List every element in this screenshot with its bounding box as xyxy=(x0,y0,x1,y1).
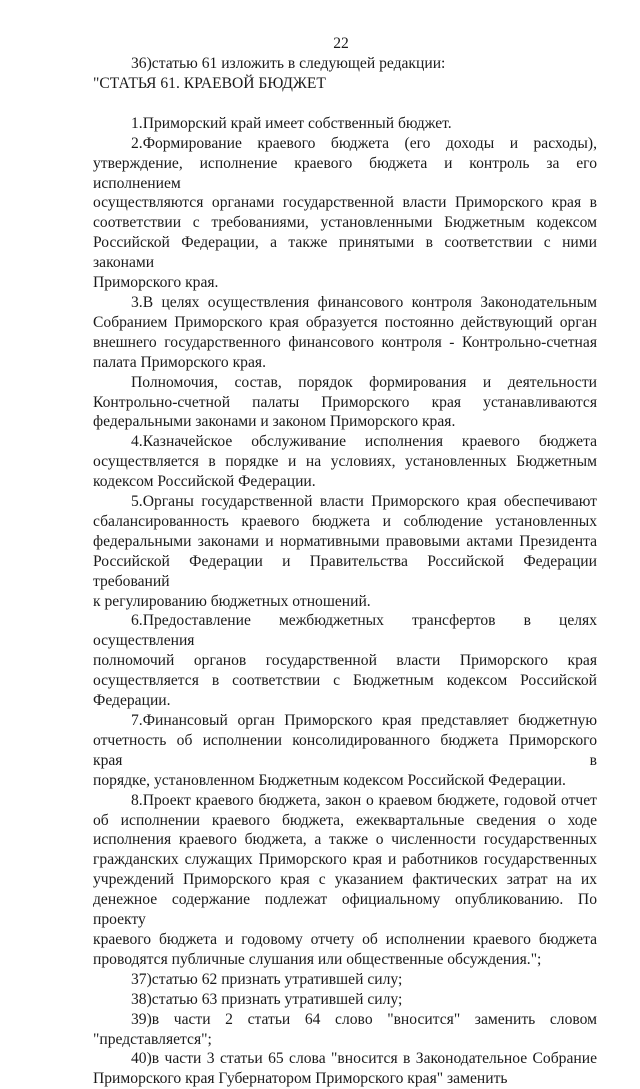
text-line: 4.Казначейское обслуживание исполнения краевого бюджета xyxy=(131,433,597,451)
text-line: 37)статью 62 признать утратившей силу; xyxy=(131,970,403,988)
text-line: Приморского края Губернатором Приморского края" заменить xyxy=(93,1070,508,1088)
text-line: 39)в части 2 статьи 64 слово "вносится" заменить словом xyxy=(131,1010,597,1028)
text-line: 8.Проект краевого бюджета, закон о краевом бюджете, годовой отчет xyxy=(131,791,597,809)
paragraph xyxy=(93,990,597,1010)
amendment-intro: 36)статью 61 изложить в следующей редакции: xyxy=(131,55,446,72)
text-line: об исполнении краевого бюджета, ежеквартальные сведения о ходе xyxy=(93,811,597,829)
document-page xyxy=(93,34,597,1089)
text-line: учреждений Приморского края с указанием фактических затрат на их xyxy=(93,871,597,889)
document-body xyxy=(93,114,597,1089)
text-line: кодексом Российской Федерации. xyxy=(93,473,316,491)
text-line: порядке, установленном Бюджетным кодексом Российской Федерации. xyxy=(93,771,566,789)
text-line: исполнения краевого бюджета, а также о численности государственных xyxy=(93,831,597,849)
text-line: краевого бюджета и годовому отчету об исполнении краевого бюджета xyxy=(93,930,597,948)
text-line: 38)статью 63 признать утратившей силу; xyxy=(131,990,403,1008)
text-line: федеральными законами и нормативными правовыми актами Президента xyxy=(93,532,597,550)
page-number: 22 xyxy=(333,35,349,52)
paragraph xyxy=(93,970,597,990)
article-heading: "СТАТЬЯ 61. КРАЕВОЙ БЮДЖЕТ xyxy=(93,74,326,92)
text-line: Собранием Приморского края образуется постоянно действующий орган xyxy=(93,313,597,331)
text-line: 7.Финансовый орган Приморского края представляет бюджетную xyxy=(131,712,597,729)
text-line: полномочий органов государственной власти Приморского края xyxy=(93,652,597,670)
spacer xyxy=(93,94,597,114)
text-line: отчетность об исполнении консолидированного бюджета Приморского края в xyxy=(93,731,597,769)
text-line: проводятся публичные слушания или общественные обсуждения."; xyxy=(93,950,542,968)
text-line: "представляется"; xyxy=(93,1030,212,1048)
paragraph xyxy=(93,1049,597,1089)
paragraph xyxy=(93,373,597,433)
text-line: утверждение, исполнение краевого бюджета и контроль за его исполнением xyxy=(93,154,597,192)
text-line: Российской Федерации и Правительства Российской Федерации требований xyxy=(93,552,597,590)
text-line: внешнего государственного финансового контроля - Контрольно-счетная xyxy=(93,333,597,351)
paragraph xyxy=(93,791,597,970)
text-line: денежное содержание подлежат официальному опубликованию. По проекту xyxy=(93,891,597,929)
paragraph xyxy=(93,114,597,134)
text-line: 6.Предоставление межбюджетных трансфертов в целях осуществления xyxy=(93,612,597,650)
paragraph xyxy=(93,432,597,492)
text-line: 3.В целях осуществления финансового контроля Законодательным xyxy=(131,293,597,311)
text-line: 5.Органы государственной власти Приморского края обеспечивают xyxy=(131,493,597,511)
paragraph xyxy=(93,711,597,791)
paragraph xyxy=(93,134,597,293)
text-line: осуществляется в соответствии с Бюджетным кодексом Российской xyxy=(93,672,597,690)
text-line: 1.Приморский край имеет собственный бюджет. xyxy=(131,114,452,132)
paragraph xyxy=(93,492,597,611)
text-line: палата Приморского края. xyxy=(93,353,266,371)
paragraph xyxy=(93,611,597,711)
text-line: сбалансированность краевого бюджета и соблюдение установленных xyxy=(93,512,597,530)
text-line: Приморского края. xyxy=(93,274,219,292)
text-line: федеральными законами и законом Приморского края. xyxy=(93,413,456,431)
text-line: 40)в части 3 статьи 65 слова "вносится в Законодательное Собрание xyxy=(131,1050,597,1068)
text-line: Полномочия, состав, порядок формирования и деятельности xyxy=(131,373,597,391)
text-line: Контрольно-счетной палаты Приморского края устанавливаются xyxy=(93,393,597,411)
text-line: Российской Федерации, а также принятыми в соответствии с ними законами xyxy=(93,234,597,272)
paragraph xyxy=(93,1010,597,1050)
text-line: к регулированию бюджетных отношений. xyxy=(93,592,371,610)
paragraph xyxy=(93,293,597,373)
text-line: осуществляются органами государственной власти Приморского края в xyxy=(93,194,597,212)
text-line: соответствии с требованиями, установленными Бюджетным кодексом xyxy=(93,214,597,232)
text-line: Федерации. xyxy=(93,692,171,710)
text-line: осуществляется в порядке и на условиях, установленных Бюджетным xyxy=(93,453,597,471)
text-line: гражданских служащих Приморского края и работников государственных xyxy=(93,851,597,869)
text-line: 2.Формирование краевого бюджета (его доходы и расходы), xyxy=(131,134,597,152)
